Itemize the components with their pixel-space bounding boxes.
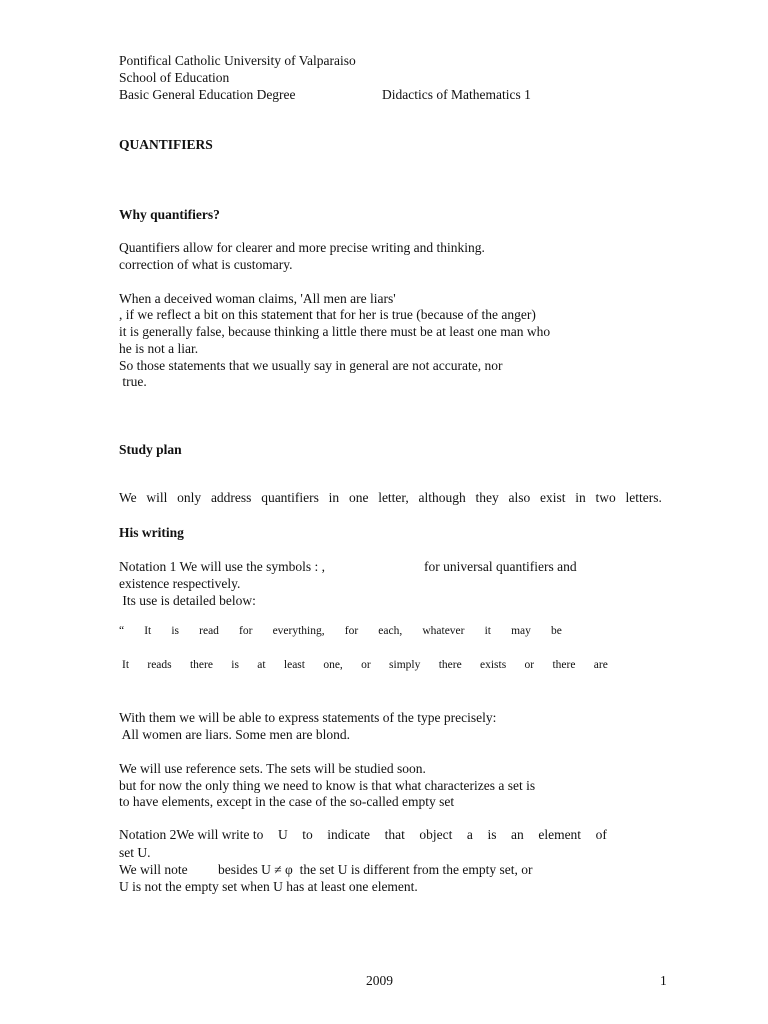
section-heading-why: Why quantifiers? xyxy=(119,207,220,222)
word: object xyxy=(419,827,453,842)
paragraph-line: correction of what is customary. xyxy=(119,257,293,272)
word: is xyxy=(487,827,497,842)
footer-year: 2009 xyxy=(366,973,393,988)
word: indicate xyxy=(327,827,371,842)
header-degree: Basic General Education Degree xyxy=(119,87,296,102)
justified-line-notation2 xyxy=(119,827,607,843)
note-right: besides U ≠ φ the set U is different from the empty set, or xyxy=(218,862,533,877)
paragraph-line: With them we will be able to express statements of the type precisely: xyxy=(119,710,497,725)
word: also xyxy=(508,490,531,505)
word: each, xyxy=(378,625,403,637)
word: in xyxy=(328,490,340,505)
word: two xyxy=(595,490,616,505)
section-heading-study: Study plan xyxy=(119,442,182,457)
word: they xyxy=(475,490,499,505)
paragraph-line: set U. xyxy=(119,845,151,860)
notation1-right: for universal quantifiers and xyxy=(424,559,577,574)
word: Notation 2We will write to xyxy=(119,827,264,842)
word: one xyxy=(348,490,369,505)
word: at xyxy=(257,659,266,671)
justified-line-universal xyxy=(119,625,562,637)
word: letters. xyxy=(625,490,662,505)
word: are xyxy=(593,659,608,671)
paragraph-line: So those statements that we usually say in general are not accurate, nor xyxy=(119,358,503,373)
word: element xyxy=(538,827,582,842)
paragraph-line: We will use reference sets. The sets will be studied soon. xyxy=(119,761,426,776)
paragraph-line: he is not a liar. xyxy=(119,341,199,356)
paragraph-line: it is generally false, because thinking a little there must be at least one man who xyxy=(119,324,551,339)
word: or xyxy=(524,659,535,671)
page-number: 1 xyxy=(660,973,667,988)
word: quantifiers xyxy=(261,490,319,505)
paragraph-line: When a deceived woman claims, 'All men are liars' xyxy=(119,291,396,306)
word: be xyxy=(551,625,562,637)
word: exist xyxy=(540,490,566,505)
word: one, xyxy=(323,659,343,671)
paragraph-line: , if we reflect a bit on this statement that for her is true (because of the anger) xyxy=(119,307,536,322)
paragraph-line: existence respectively. xyxy=(119,576,241,591)
word: there xyxy=(189,659,213,671)
word: least xyxy=(283,659,305,671)
word: an xyxy=(511,827,524,842)
paragraph-line: but for now the only thing we need to know is that what characterizes a set is xyxy=(119,778,536,793)
word: there xyxy=(438,659,462,671)
paragraph-line: U is not the empty set when U has at least one element. xyxy=(119,879,418,894)
justified-line-study xyxy=(119,490,662,506)
word: it xyxy=(484,625,491,637)
word: We xyxy=(119,490,137,505)
word: reads xyxy=(147,659,172,671)
paragraph-line: All women are liars. Some men are blond. xyxy=(119,727,350,742)
notation1-left: Notation 1 We will use the symbols : , xyxy=(119,559,326,574)
word: read xyxy=(199,625,219,637)
word: exists xyxy=(480,659,507,671)
document-title: QUANTIFIERS xyxy=(119,137,213,152)
word: “ xyxy=(119,625,125,637)
word: will xyxy=(146,490,168,505)
word: everything, xyxy=(272,625,325,637)
word: or xyxy=(361,659,371,671)
header-course: Didactics of Mathematics 1 xyxy=(382,87,531,102)
paragraph-line: Its use is detailed below: xyxy=(119,593,256,608)
word: simply xyxy=(389,659,421,671)
word: whatever xyxy=(422,625,465,637)
word: may xyxy=(511,625,531,637)
word: there xyxy=(552,659,576,671)
word: only xyxy=(177,490,202,505)
paragraph-line: to have elements, except in the case of the so-called empty set xyxy=(119,794,455,809)
word: is xyxy=(171,625,180,637)
word: It xyxy=(122,659,130,671)
word: of xyxy=(595,827,607,842)
word: a xyxy=(466,827,473,842)
word: for xyxy=(239,625,253,637)
word: is xyxy=(231,659,239,671)
word: although xyxy=(418,490,466,505)
word: in xyxy=(575,490,586,505)
word: U xyxy=(277,827,288,842)
paragraph-line: true. xyxy=(119,374,147,389)
header-university: Pontifical Catholic University of Valparaiso xyxy=(119,53,356,68)
word: that xyxy=(384,827,405,842)
paragraph-line: Quantifiers allow for clearer and more precise writing and thinking. xyxy=(119,240,485,255)
word: to xyxy=(302,827,313,842)
word: address xyxy=(210,490,252,505)
word: letter, xyxy=(378,490,409,505)
word: for xyxy=(344,625,359,637)
note-left: We will note xyxy=(119,862,188,877)
header-school: School of Education xyxy=(119,70,230,85)
section-heading-writing: His writing xyxy=(119,525,184,540)
justified-line-existential xyxy=(122,659,608,671)
word: It xyxy=(144,625,152,637)
